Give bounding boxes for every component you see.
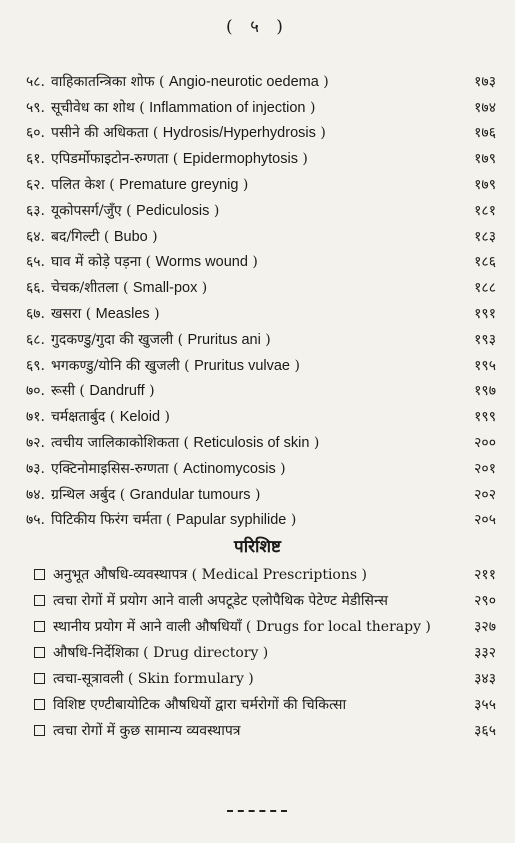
appendix-item <box>34 589 496 613</box>
entry-number: ५९. <box>26 99 46 116</box>
toc-entry-title <box>26 252 258 272</box>
toc-entry <box>26 376 496 402</box>
toc-entry-title <box>26 356 300 376</box>
entry-hindi-title: चेचक/शीतला ( <box>51 280 129 297</box>
checkbox-square-icon <box>34 725 45 736</box>
entry-page-number: १७९ <box>474 151 496 168</box>
entry-number: ६२. <box>26 176 46 193</box>
entry-number: ६५. <box>26 254 46 271</box>
entry-number: ६३. <box>26 202 46 219</box>
entry-number: ६९. <box>26 357 46 374</box>
entry-hindi-title: पलित केश ( <box>51 176 115 193</box>
entry-close-paren: ) <box>323 73 329 90</box>
entry-close-paren: ) <box>280 460 286 477</box>
entry-page-number: १९१ <box>474 305 496 322</box>
toc-entry <box>26 401 496 427</box>
appendix-item-page: २९० <box>474 593 496 609</box>
appendix-item-page: ३२७ <box>474 619 496 635</box>
appendix-item-page: ३३२ <box>474 645 496 661</box>
appendix-list <box>34 563 496 745</box>
appendix-item-page: ३६५ <box>474 723 496 739</box>
entry-english-title: Inflammation of injection <box>149 99 306 116</box>
entry-hindi-title: वाहिकातन्त्रिका शोफ ( <box>51 73 165 90</box>
entry-hindi-title: चर्मक्षतार्बुद ( <box>51 409 116 426</box>
entry-english-title: Pediculosis <box>136 202 210 219</box>
entry-hindi-title: बद/गिल्टी ( <box>51 228 110 245</box>
entry-number: ६४. <box>26 228 46 245</box>
entry-page-number: १८६ <box>474 254 496 271</box>
toc-entry-title <box>26 459 286 479</box>
toc-entry <box>26 479 496 505</box>
appendix-item-title: विशिष्ट एण्टीबायोटिक औषधियों द्वारा चर्मरोगों की चिकित्सा <box>53 697 347 713</box>
appendix-item <box>34 641 496 665</box>
entry-page-number: १७४ <box>474 99 496 116</box>
appendix-item <box>34 719 496 743</box>
entry-number: ६८. <box>26 331 46 348</box>
entry-number: ५८. <box>26 73 46 90</box>
entry-hindi-title: एपिडर्मोफाइटोन-रुग्णता ( <box>51 151 179 168</box>
table-of-contents <box>26 66 496 530</box>
toc-entry-title <box>26 149 308 169</box>
checkbox-square-icon <box>34 621 45 632</box>
appendix-item-title: स्थानीय प्रयोग में आने वाली औषधियाँ ( Drugs for local therapy ) <box>53 619 431 635</box>
entry-english-title: Pruritus vulvae <box>194 357 290 374</box>
entry-page-number: १७६ <box>474 125 496 142</box>
entry-hindi-title: सूचीवेध का शोथ ( <box>51 99 145 116</box>
appendix-item <box>34 563 496 587</box>
checkbox-square-icon <box>34 569 45 580</box>
toc-entry <box>26 92 496 118</box>
entry-close-paren: ) <box>242 176 249 193</box>
entry-english-title: Actinomycosis <box>183 460 276 477</box>
entry-page-number: १८१ <box>474 202 496 219</box>
toc-entry <box>26 143 496 169</box>
toc-entry <box>26 350 496 376</box>
entry-page-number: १९३ <box>474 331 496 348</box>
entry-close-paren: ) <box>213 202 220 219</box>
toc-entry <box>26 221 496 247</box>
checkbox-square-icon <box>34 647 45 658</box>
entry-number: ६०. <box>26 125 46 142</box>
toc-entry <box>26 195 496 221</box>
checkbox-square-icon <box>34 595 45 606</box>
entry-close-paren: ) <box>294 357 300 374</box>
entry-close-paren: ) <box>313 434 320 451</box>
toc-entry <box>26 505 496 531</box>
toc-entry <box>26 427 496 453</box>
entry-hindi-title: रूसी ( <box>51 383 85 400</box>
toc-entry <box>26 247 496 273</box>
entry-close-paren: ) <box>252 254 258 271</box>
toc-entry-title <box>26 98 315 118</box>
toc-entry-title <box>26 123 326 143</box>
toc-entry-title <box>26 407 170 427</box>
entry-number: ७२. <box>26 434 46 451</box>
entry-english-title: Small-pox <box>132 280 198 297</box>
entry-hindi-title: एक्टिनोमाइसिस-रुग्णता ( <box>51 460 179 477</box>
toc-entry-title <box>26 201 219 221</box>
entry-close-paren: ) <box>255 486 261 503</box>
toc-entry <box>26 298 496 324</box>
end-divider <box>227 810 287 812</box>
toc-entry-title <box>26 304 160 324</box>
entry-number: ७०. <box>26 383 46 400</box>
entry-english-title: Epidermophytosis <box>182 151 298 168</box>
entry-hindi-title: पसीने की अधिकता ( <box>51 125 159 142</box>
page-number: ( ५ ) <box>226 17 289 37</box>
appendix-item-page: ३४३ <box>474 671 496 687</box>
entry-page-number: १८३ <box>474 228 496 245</box>
entry-page-number: २०० <box>474 434 496 451</box>
entry-number: ६१. <box>26 151 46 168</box>
entry-english-title: Angio-neurotic oedema <box>168 73 319 90</box>
appendix-item <box>34 615 496 639</box>
entry-hindi-title: यूकोपसर्ग/जुँए ( <box>51 202 132 219</box>
entry-page-number: १९९ <box>474 409 496 426</box>
toc-entry <box>26 272 496 298</box>
toc-entry <box>26 169 496 195</box>
toc-entry-title <box>26 381 155 401</box>
entry-hindi-title: भगकण्डु/योनि की खुजली ( <box>51 357 190 374</box>
toc-entry-title <box>26 433 319 453</box>
entry-hindi-title: त्वचीय जालिकाकोशिकता ( <box>51 434 189 451</box>
entry-close-paren: ) <box>152 228 158 245</box>
entry-english-title: Pruritus ani <box>187 331 261 348</box>
appendix-item <box>34 667 496 691</box>
entry-english-title: Bubo <box>113 228 148 245</box>
entry-hindi-title: गुदकण्डु/गुदा की खुजली ( <box>51 331 184 348</box>
entry-english-title: Hydrosis/Hyperhydrosis <box>162 125 316 142</box>
entry-number: ७१. <box>26 409 46 426</box>
appendix-item-page: ३५५ <box>474 697 496 713</box>
appendix-title: परिशिष्ट <box>234 537 281 557</box>
entry-english-title: Dandruff <box>89 383 145 400</box>
entry-close-paren: ) <box>320 125 326 142</box>
entry-english-title: Measles <box>95 305 150 322</box>
toc-entry-title <box>26 330 271 350</box>
entry-close-paren: ) <box>154 305 160 322</box>
entry-number: ७३. <box>26 460 46 477</box>
appendix-item-title: त्वचा रोगों में प्रयोग आने वाली अपटूडेट एलोपैथिक पेटेण्ट मेडीसिन्स <box>53 593 388 609</box>
entry-hindi-title: खसरा ( <box>51 305 92 322</box>
entry-page-number: १७९ <box>474 176 496 193</box>
entry-close-paren: ) <box>309 99 316 116</box>
entry-close-paren: ) <box>290 512 297 529</box>
entry-close-paren: ) <box>164 409 170 426</box>
entry-english-title: Premature greynig <box>119 176 239 193</box>
toc-entry <box>26 324 496 350</box>
entry-hindi-title: घाव में कोड़े पड़ना ( <box>51 254 152 271</box>
appendix-item <box>34 693 496 717</box>
entry-close-paren: ) <box>149 383 155 400</box>
entry-number: ६६. <box>26 280 46 297</box>
entry-number: ७५. <box>26 512 46 529</box>
entry-close-paren: ) <box>265 331 271 348</box>
appendix-item-title: अनुभूत औषधि-व्यवस्थापत्र ( Medical Prescriptions ) <box>53 567 367 583</box>
toc-entry-title <box>26 510 296 530</box>
toc-entry-title <box>26 175 248 195</box>
toc-entry <box>26 453 496 479</box>
entry-english-title: Keloid <box>119 409 161 426</box>
entry-number: ७४. <box>26 486 46 503</box>
entry-page-number: २०१ <box>474 460 496 477</box>
entry-english-title: Worms wound <box>155 254 248 271</box>
appendix-item-title: त्वचा-सूत्रावली ( Skin formulary ) <box>53 671 254 687</box>
entry-english-title: Reticulosis of skin <box>193 434 310 451</box>
toc-entry-title <box>26 278 207 298</box>
entry-close-paren: ) <box>302 151 308 168</box>
checkbox-square-icon <box>34 699 45 710</box>
appendix-item-page: २११ <box>474 567 496 583</box>
entry-page-number: १९५ <box>474 357 496 374</box>
entry-hindi-title: ग्रन्थिल अर्बुद ( <box>51 486 126 503</box>
toc-entry-title <box>26 72 329 92</box>
toc-entry-title <box>26 227 158 247</box>
appendix-item-title: त्वचा रोगों में कुछ सामान्य व्यवस्थापत्र <box>53 723 241 739</box>
entry-page-number: २०५ <box>474 512 496 529</box>
toc-entry-title <box>26 485 260 505</box>
entry-page-number: १८८ <box>474 280 496 297</box>
entry-page-number: १७३ <box>474 73 496 90</box>
checkbox-square-icon <box>34 673 45 684</box>
entry-page-number: १९७ <box>474 383 496 400</box>
entry-number: ६७. <box>26 305 46 322</box>
entry-hindi-title: पिटिकीय फिरंग चर्मता ( <box>51 512 172 529</box>
entry-english-title: Grandular tumours <box>129 486 251 503</box>
toc-entry <box>26 66 496 92</box>
entry-close-paren: ) <box>201 280 208 297</box>
appendix-item-title: औषधि-निर्देशिका ( Drug directory ) <box>53 645 269 661</box>
entry-page-number: २०२ <box>474 486 496 503</box>
toc-entry <box>26 118 496 144</box>
entry-english-title: Papular syphilide <box>175 512 287 529</box>
